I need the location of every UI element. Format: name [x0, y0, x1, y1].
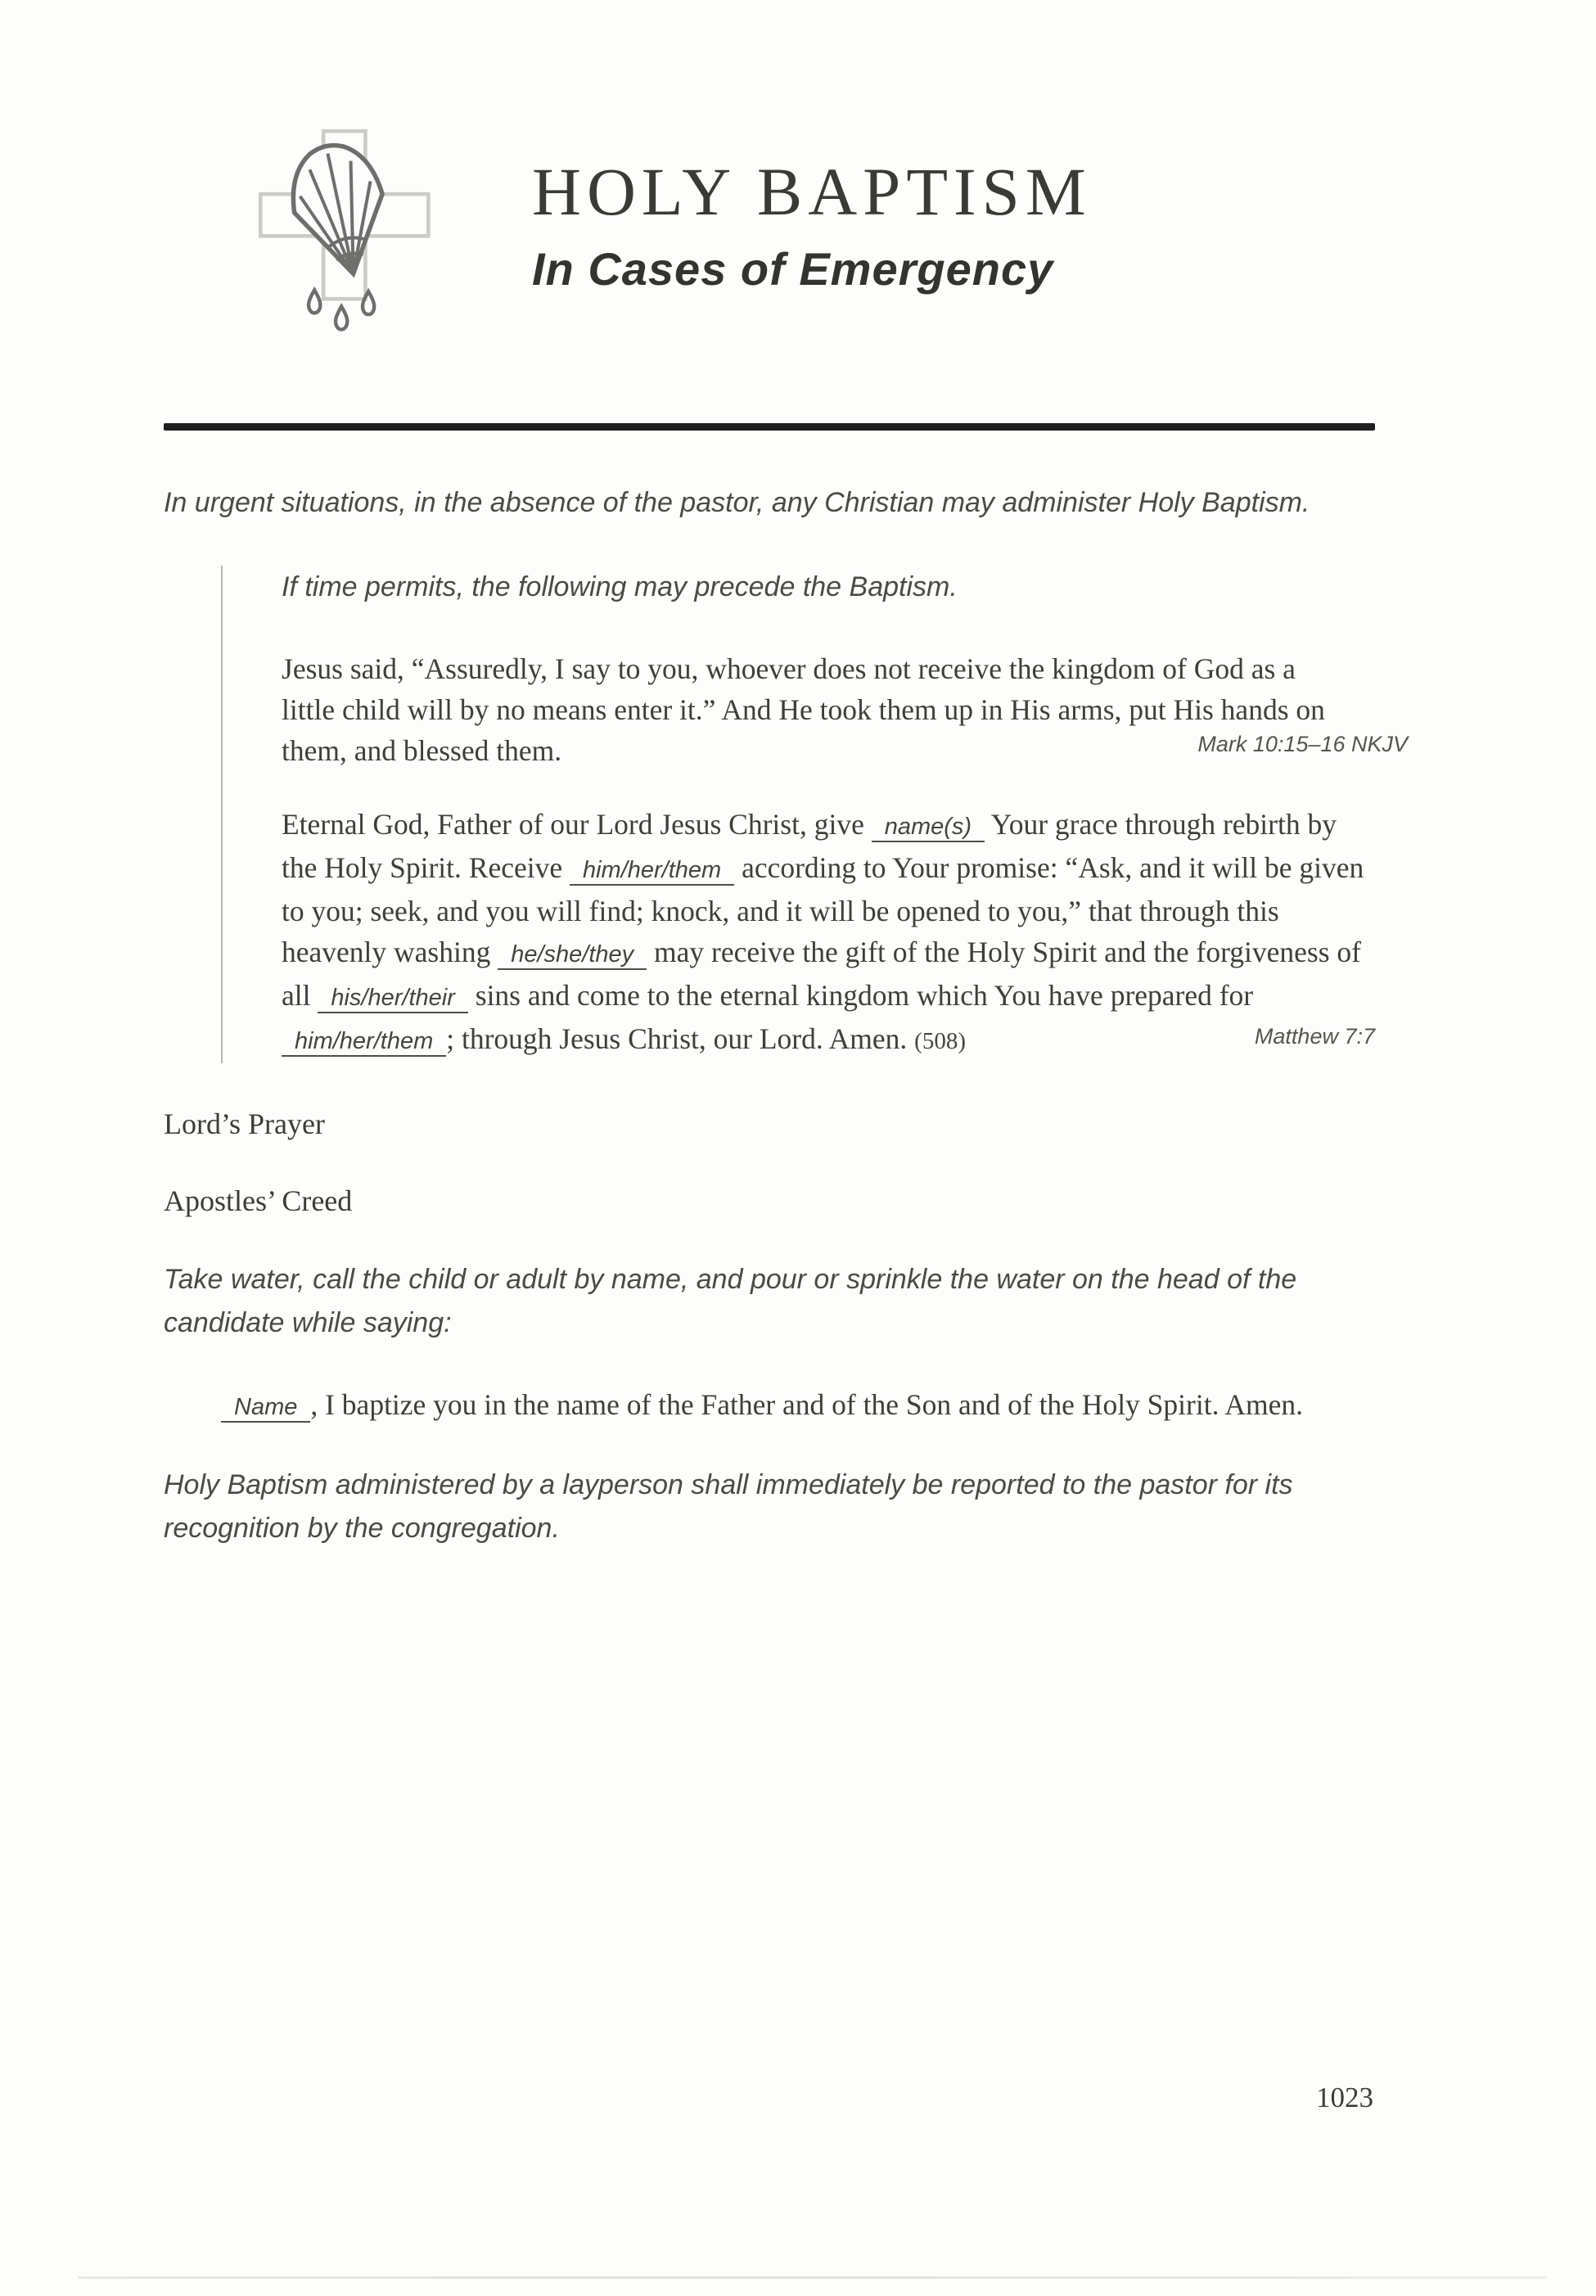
rubric-intro: In urgent situations, in the absence of the pastor, any Christian may administer Holy Baptism.	[164, 487, 1310, 518]
prayer-paragraph	[282, 804, 1375, 1063]
fill-in-blank-names: name(s)	[872, 814, 985, 842]
fill-in-blank-he-she-they: he/she/they	[498, 941, 647, 970]
prayer-text: Eternal God, Father of our Lord Jesus Christ, give	[282, 808, 872, 841]
page-number: 1023	[1316, 2082, 1373, 2113]
baptism-shell-cross-icon	[246, 119, 440, 341]
section-lords-prayer: Lord’s Prayer	[164, 1107, 325, 1140]
title-block	[532, 119, 1092, 295]
scripture-paragraph	[282, 648, 1408, 771]
fill-in-blank-him-her-them-2: him/her/them	[282, 1028, 446, 1057]
scan-edge-artifact	[78, 2276, 1547, 2279]
formula-text: , I baptize you in the name of the Father and of the Son and of the Holy Spirit. Amen.	[310, 1388, 1304, 1421]
scripture-text: Jesus said, “Assuredly, I say to you, whoever does not receive the kingdom of God as a little child will by no means enter it.” And He took them up in His arms, put His hands on them, and blessed them.	[282, 652, 1325, 767]
rubric-precede: If time permits, the following may precede the Baptism.	[282, 571, 958, 602]
page-title: HOLY BAPTISM	[532, 154, 1092, 229]
header	[246, 119, 1375, 341]
fill-in-blank-him-her-them: him/her/them	[570, 857, 734, 886]
prayer-ref-number: (508)	[914, 1028, 966, 1054]
prayer-text: sins and come to the eternal kingdom which You have prepared for	[467, 979, 1254, 1012]
scripture-citation: Mark 10:15–16 NKJV	[1197, 732, 1408, 756]
prayer-text: may receive the gift of the Holy Spirit and the forgiveness of all	[282, 936, 1361, 1012]
baptism-formula	[221, 1383, 1375, 1429]
prayer-citation: Matthew 7:7	[1254, 1024, 1375, 1049]
prayer-text: according to Your promise: “Ask, and it will be given to you; seek, and you will find; knock, and it will be opened to you,” that through this heavenly washing	[282, 851, 1364, 968]
baptism-shell-cross-graphic	[246, 119, 440, 341]
section-apostles-creed: Apostles’ Creed	[164, 1184, 353, 1217]
page-subtitle: In Cases of Emergency	[532, 243, 1054, 295]
rubric-take-water: Take water, call the child or adult by name, and pour or sprinkle the water on the head of the candidate while saying:	[164, 1264, 1297, 1338]
prayer-text: ; through Jesus Christ, our Lord. Amen.	[446, 1022, 915, 1055]
divider-rule	[164, 423, 1375, 431]
fill-in-blank-his-her-their: his/her/their	[318, 985, 468, 1013]
prayer-text: Your grace through rebirth by the Holy Spirit. Receive	[282, 808, 1337, 884]
liturgy-block	[221, 566, 1408, 1063]
fill-in-blank-name: Name	[221, 1394, 310, 1423]
rubric-report: Holy Baptism administered by a layperson shall immediately be reported to the pastor for its recognition by the congregation.	[164, 1469, 1293, 1544]
page	[0, 119, 1596, 1550]
